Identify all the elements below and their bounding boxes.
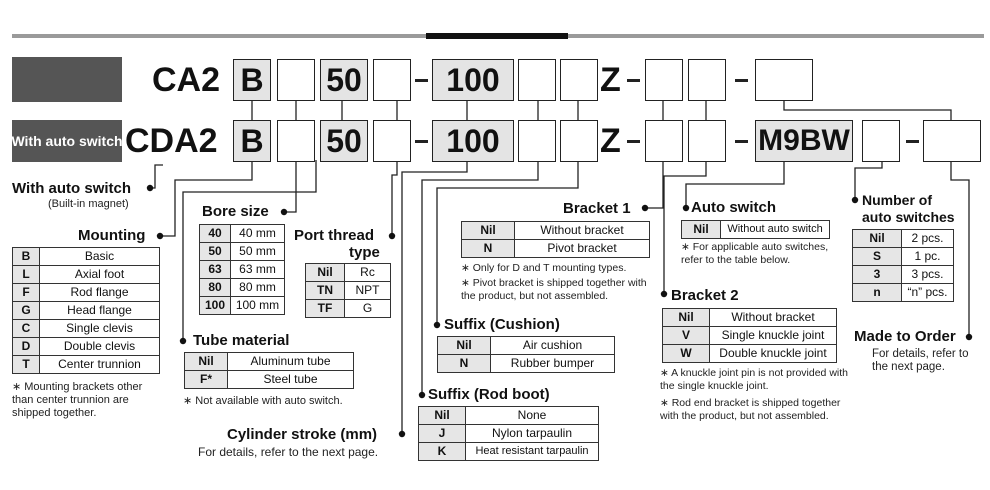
row2-stroke-box: 100 xyxy=(432,120,514,162)
auto-switch-table xyxy=(681,220,830,239)
table-row: Nil Air cushion xyxy=(438,337,615,355)
table-row: W Double knuckle joint xyxy=(663,345,837,363)
auto-switch-title: Auto switch xyxy=(691,199,776,216)
number-switches-title-2: auto switches xyxy=(862,209,955,225)
row2-model-prefix: CDA2 xyxy=(125,122,218,160)
with-auto-switch-sub: (Built-in magnet) xyxy=(48,198,129,210)
table-row: J Nylon tarpaulin xyxy=(419,425,599,443)
table-row: G Head flange xyxy=(13,302,160,320)
table-row: 80 80 mm xyxy=(200,279,285,297)
row2-auto-switch-box: M9BW xyxy=(755,120,853,162)
table-row: 3 3 pcs. xyxy=(853,266,954,284)
row2-made-to-order-box xyxy=(923,120,981,162)
row2-z-letter: Z xyxy=(600,122,621,160)
row1-z-letter: Z xyxy=(600,61,621,99)
tube-material-table xyxy=(184,352,354,389)
port-thread-table xyxy=(305,263,391,318)
tube-material-title: Tube material xyxy=(193,332,290,349)
row1-bracket1-box xyxy=(645,59,683,101)
cushion-table xyxy=(437,336,615,373)
cylinder-stroke-sub: For details, refer to the next page. xyxy=(198,445,379,459)
mounting-note: ∗ Mounting brackets other than center trunnion are shipped together. xyxy=(12,381,143,419)
row2-cushion-box xyxy=(560,120,598,162)
row2-port-box xyxy=(373,120,411,162)
table-row: 40 40 mm xyxy=(200,225,285,243)
row1-model-prefix: CA2 xyxy=(152,61,221,99)
row1-dash-2 xyxy=(627,79,640,82)
table-row: L Axial foot xyxy=(13,266,160,284)
table-row: 50 50 mm xyxy=(200,243,285,261)
row2-number-box xyxy=(862,120,900,162)
with-auto-switch-title: With auto switch xyxy=(12,180,132,197)
bore-size-table xyxy=(199,224,285,315)
row2-dash-3 xyxy=(735,140,748,143)
bracket2-title: Bracket 2 xyxy=(671,287,739,304)
row2-bracket1-box xyxy=(645,120,683,162)
made-to-order-title: Made to Order xyxy=(854,328,956,345)
table-row: TN NPT xyxy=(306,282,391,300)
port-thread-title: Port thread xyxy=(294,227,375,244)
row2-dash-1 xyxy=(415,140,428,143)
table-row: D Double clevis xyxy=(13,338,160,356)
row2-mounting-box: B xyxy=(233,120,271,162)
mounting-title: Mounting xyxy=(78,227,146,244)
table-row: V Single knuckle joint xyxy=(663,327,837,345)
auto-switch-note: ∗ For applicable auto switches, refer to the table below. xyxy=(681,241,829,266)
row2-tube-box xyxy=(277,120,315,162)
table-row: Nil None xyxy=(419,407,599,425)
mounting-table xyxy=(12,247,160,374)
row2-label-block: With auto switch xyxy=(12,120,122,162)
row2-rodboot-box xyxy=(518,120,556,162)
number-switches-title: Number of xyxy=(862,192,932,208)
table-row: S 1 pc. xyxy=(853,248,954,266)
row1-port-box xyxy=(373,59,411,101)
row1-stroke-box: 100 xyxy=(432,59,514,101)
table-row: F Rod flange xyxy=(13,284,160,302)
row1-bracket2-box xyxy=(688,59,726,101)
table-row: n “n” pcs. xyxy=(853,284,954,302)
table-row: T Center trunnion xyxy=(13,356,160,374)
table-row: Nil Without bracket xyxy=(462,222,650,240)
table-row: Nil Rc xyxy=(306,264,391,282)
row1-dash-3 xyxy=(735,79,748,82)
bracket1-table xyxy=(461,221,650,258)
tube-material-note: ∗ Not available with auto switch. xyxy=(183,395,343,407)
bracket1-note-1: ∗ Only for D and T mounting types. xyxy=(461,262,627,274)
table-row: N Rubber bumper xyxy=(438,355,615,373)
table-row: B Basic xyxy=(13,248,160,266)
bracket1-title: Bracket 1 xyxy=(563,200,631,217)
row2-dash-4 xyxy=(906,140,919,143)
row1-label-block xyxy=(12,57,122,102)
table-row: 100 100 mm xyxy=(200,297,285,315)
row1-bore-box: 50 xyxy=(320,59,368,101)
table-row: F* Steel tube xyxy=(185,371,354,389)
row2-bracket2-box xyxy=(688,120,726,162)
bracket2-table xyxy=(662,308,837,363)
row1-cushion-box xyxy=(560,59,598,101)
row1-dash-1 xyxy=(415,79,428,82)
table-row: Nil Without auto switch xyxy=(682,221,830,239)
table-row: N Pivot bracket xyxy=(462,240,650,258)
table-row: Nil Without bracket xyxy=(663,309,837,327)
number-switches-table xyxy=(852,229,954,302)
table-row: Nil Aluminum tube xyxy=(185,353,354,371)
rodboot-title: Suffix (Rod boot) xyxy=(428,386,550,403)
bracket1-note-2: ∗ Pivot bracket is shipped together with the product, but not assembled. xyxy=(461,277,647,302)
table-row: 63 63 mm xyxy=(200,261,285,279)
cushion-title: Suffix (Cushion) xyxy=(444,316,560,333)
row1-rodboot-box xyxy=(518,59,556,101)
made-to-order-sub: For details, refer to the next page. xyxy=(872,348,969,373)
rodboot-table xyxy=(418,406,599,461)
bore-size-title: Bore size xyxy=(202,203,269,220)
cylinder-stroke-title: Cylinder stroke (mm) xyxy=(227,426,378,443)
row1-made-to-order-box xyxy=(755,59,813,101)
row2-bore-box: 50 xyxy=(320,120,368,162)
bracket2-note-2: ∗ Rod end bracket is shipped together with the product, but not assembled. xyxy=(660,397,841,422)
row1-tube-box xyxy=(277,59,315,101)
port-thread-title-2: type xyxy=(349,244,380,261)
table-row: Nil 2 pcs. xyxy=(853,230,954,248)
row1-mounting-box: B xyxy=(233,59,271,101)
table-row: C Single clevis xyxy=(13,320,160,338)
table-row: K Heat resistant tarpaulin xyxy=(419,443,599,461)
table-row: TF G xyxy=(306,300,391,318)
row2-dash-2 xyxy=(627,140,640,143)
bracket2-note-1: ∗ A knuckle joint pin is not provided with the single knuckle joint. xyxy=(660,367,848,392)
